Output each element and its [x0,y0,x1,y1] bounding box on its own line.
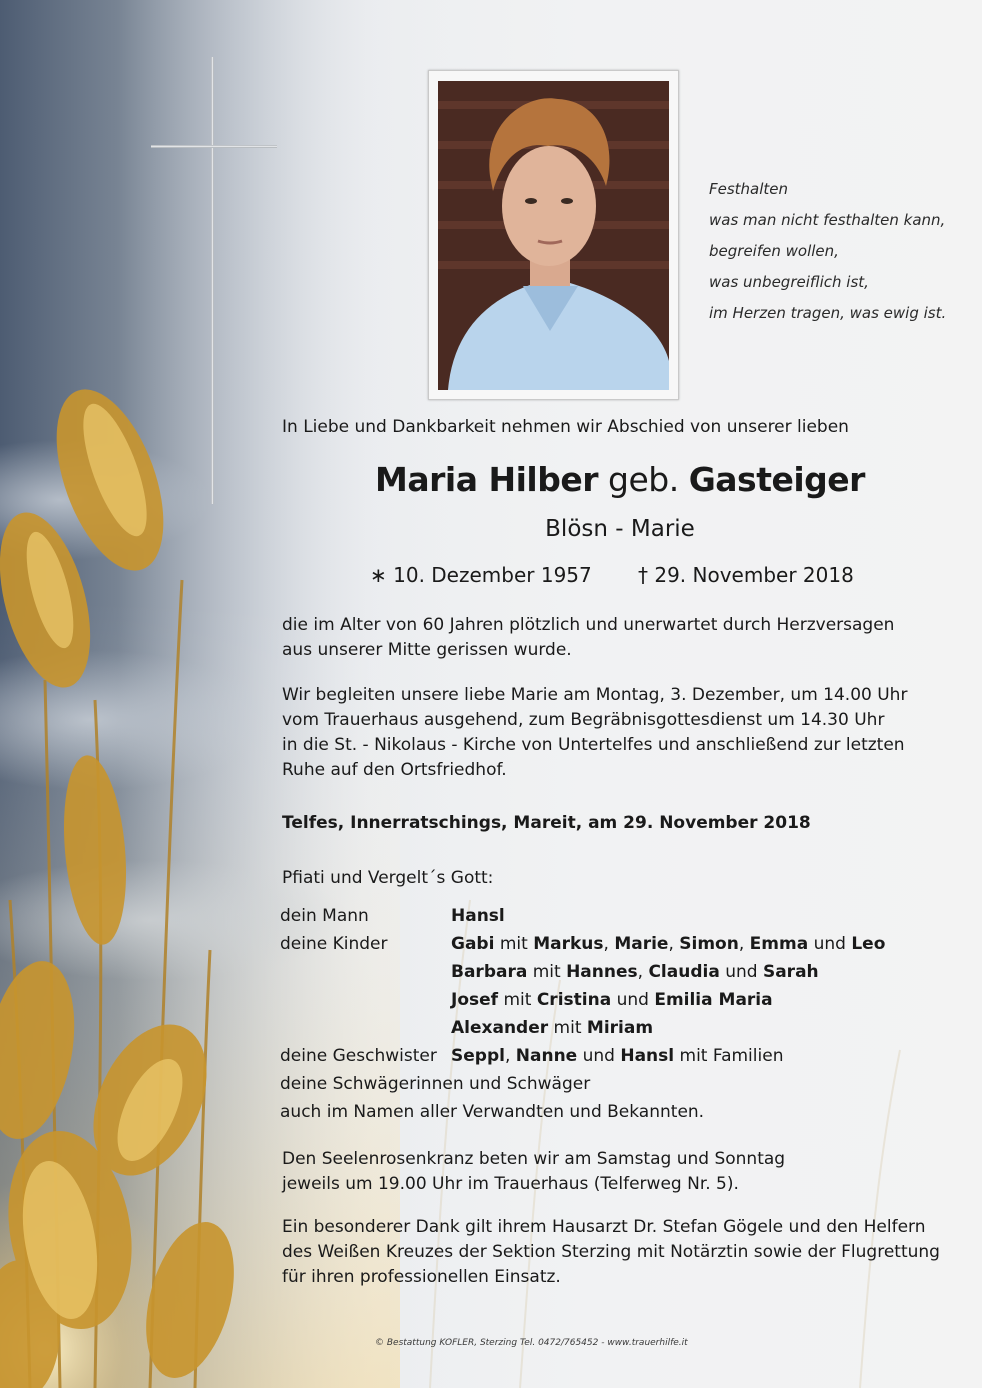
intro-text: In Liebe und Dankbarkeit nehmen wir Abschied von unserer lieben [282,417,849,437]
connector: , [668,934,680,954]
name-bold: Hansl [451,906,505,926]
relation-line: deine Schwägerinnen und Schwäger [280,1074,591,1094]
text-line: Ruhe auf den Ortsfriedhof. [282,760,507,780]
poem-line: was unbegreiflich ist, [709,273,869,291]
birth-date: ∗ 10. Dezember 1957 [370,563,592,587]
relation-names [451,1046,885,1074]
name-bold: Alexander [451,1018,549,1038]
name-bold: Markus [533,934,604,954]
name-bold: Josef [451,990,499,1010]
text-line: in die St. - Nikolaus - Kirche von Untertelfes und anschließend zur letzten [282,735,905,755]
connector: mit [494,934,534,954]
name-bold: Claudia [648,962,720,982]
text-line: die im Alter von 60 Jahren plötzlich und unerwartet durch Herzversagen [282,615,895,635]
connector: , [504,1046,516,1066]
poem-line: was man nicht festhalten kann, [709,211,946,229]
relation-names [451,1018,885,1046]
poem-line: im Herzen tragen, was ewig ist. [709,304,947,322]
family-row [280,1018,885,1046]
connector: , [738,934,750,954]
deceased-name [280,460,960,499]
connector: und [611,990,655,1010]
name-bold: Hannes [566,962,638,982]
greeting: Pfiati und Vergelt´s Gott: [282,868,494,888]
cross-horizontal-bar [151,145,277,148]
footer-credit: © Bestattung KOFLER, Sterzing Tel. 0472/765452 - www.trauerhilfe.it [375,1338,688,1348]
family-row [280,990,885,1018]
name-bold: Gabi [451,934,495,954]
relation-names [451,934,885,962]
relation-label: deine Geschwister [280,1046,437,1066]
place-date: Telfes, Innerratschings, Mareit, am 29. November 2018 [282,813,811,833]
connector: mit [498,990,537,1010]
connector: mit [548,1018,587,1038]
life-dates [370,563,854,587]
death-date: † 29. November 2018 [638,563,854,587]
paragraph-rosary [282,1147,785,1197]
name-bold: Miriam [586,1018,654,1038]
relation-label: dein Mann [280,906,369,926]
family-row [280,1074,885,1102]
connector: , [637,962,649,982]
text-line: aus unserer Mitte gerissen wurde. [282,640,572,660]
nickname: Blösn - Marie [545,516,695,542]
connector: und [808,934,852,954]
name-first: Maria Hilber [375,460,599,499]
family-list [280,906,885,1130]
paragraph-thanks [282,1215,940,1290]
name-bold: Leo [851,934,886,954]
family-row [280,962,885,990]
name-bold: Nanne [515,1046,578,1066]
name-bold: Emilia Maria [654,990,773,1010]
poem-line: begreifen wollen, [709,242,839,260]
name-bold: Cristina [536,990,612,1010]
connector: und [719,962,763,982]
connector: mit [527,962,567,982]
family-row [280,906,885,934]
family-row [280,1102,885,1130]
family-row [280,934,885,962]
relation-names [451,906,885,934]
text-line: jeweils um 19.00 Uhr im Trauerhaus (Telferweg Nr. 5). [282,1174,739,1194]
portrait-photo [438,81,669,390]
name-bold: Barbara [451,962,528,982]
connector: mit Familien [674,1046,784,1066]
paragraph-death-notice [282,613,894,663]
relation-names [451,962,885,990]
portrait-frame [428,70,679,400]
relation-label: deine Kinder [280,934,388,954]
name-bold: Marie [614,934,669,954]
text-line: Den Seelenrosenkranz beten wir am Samstag und Sonntag [282,1149,786,1169]
poem-line: Festhalten [709,180,789,198]
relation-names [451,990,885,1018]
name-maiden: Gasteiger [688,460,865,499]
name-geb: geb. [608,460,679,499]
name-bold: Seppl [451,1046,505,1066]
text-line: des Weißen Kreuzes der Sektion Sterzing mit Notärztin sowie der Flugrettung [282,1242,940,1262]
family-row [280,1046,885,1074]
connector: , [603,934,615,954]
name-bold: Emma [749,934,809,954]
name-bold: Sarah [762,962,819,982]
cross-vertical-bar [211,57,214,504]
connector: und [577,1046,621,1066]
text-line: vom Trauerhaus ausgehend, zum Begräbnisgottesdienst um 14.30 Uhr [282,710,885,730]
text-line: für ihren professionellen Einsatz. [282,1267,561,1287]
relation-line: auch im Namen aller Verwandten und Bekannten. [280,1102,705,1122]
text-line: Ein besonderer Dank gilt ihrem Hausarzt Dr. Stefan Gögele und den Helfern [282,1217,926,1237]
poem [709,174,969,329]
paragraph-funeral [282,683,907,783]
name-bold: Hansl [620,1046,675,1066]
name-bold: Simon [679,934,739,954]
text-line: Wir begleiten unsere liebe Marie am Montag, 3. Dezember, um 14.00 Uhr [282,685,908,705]
